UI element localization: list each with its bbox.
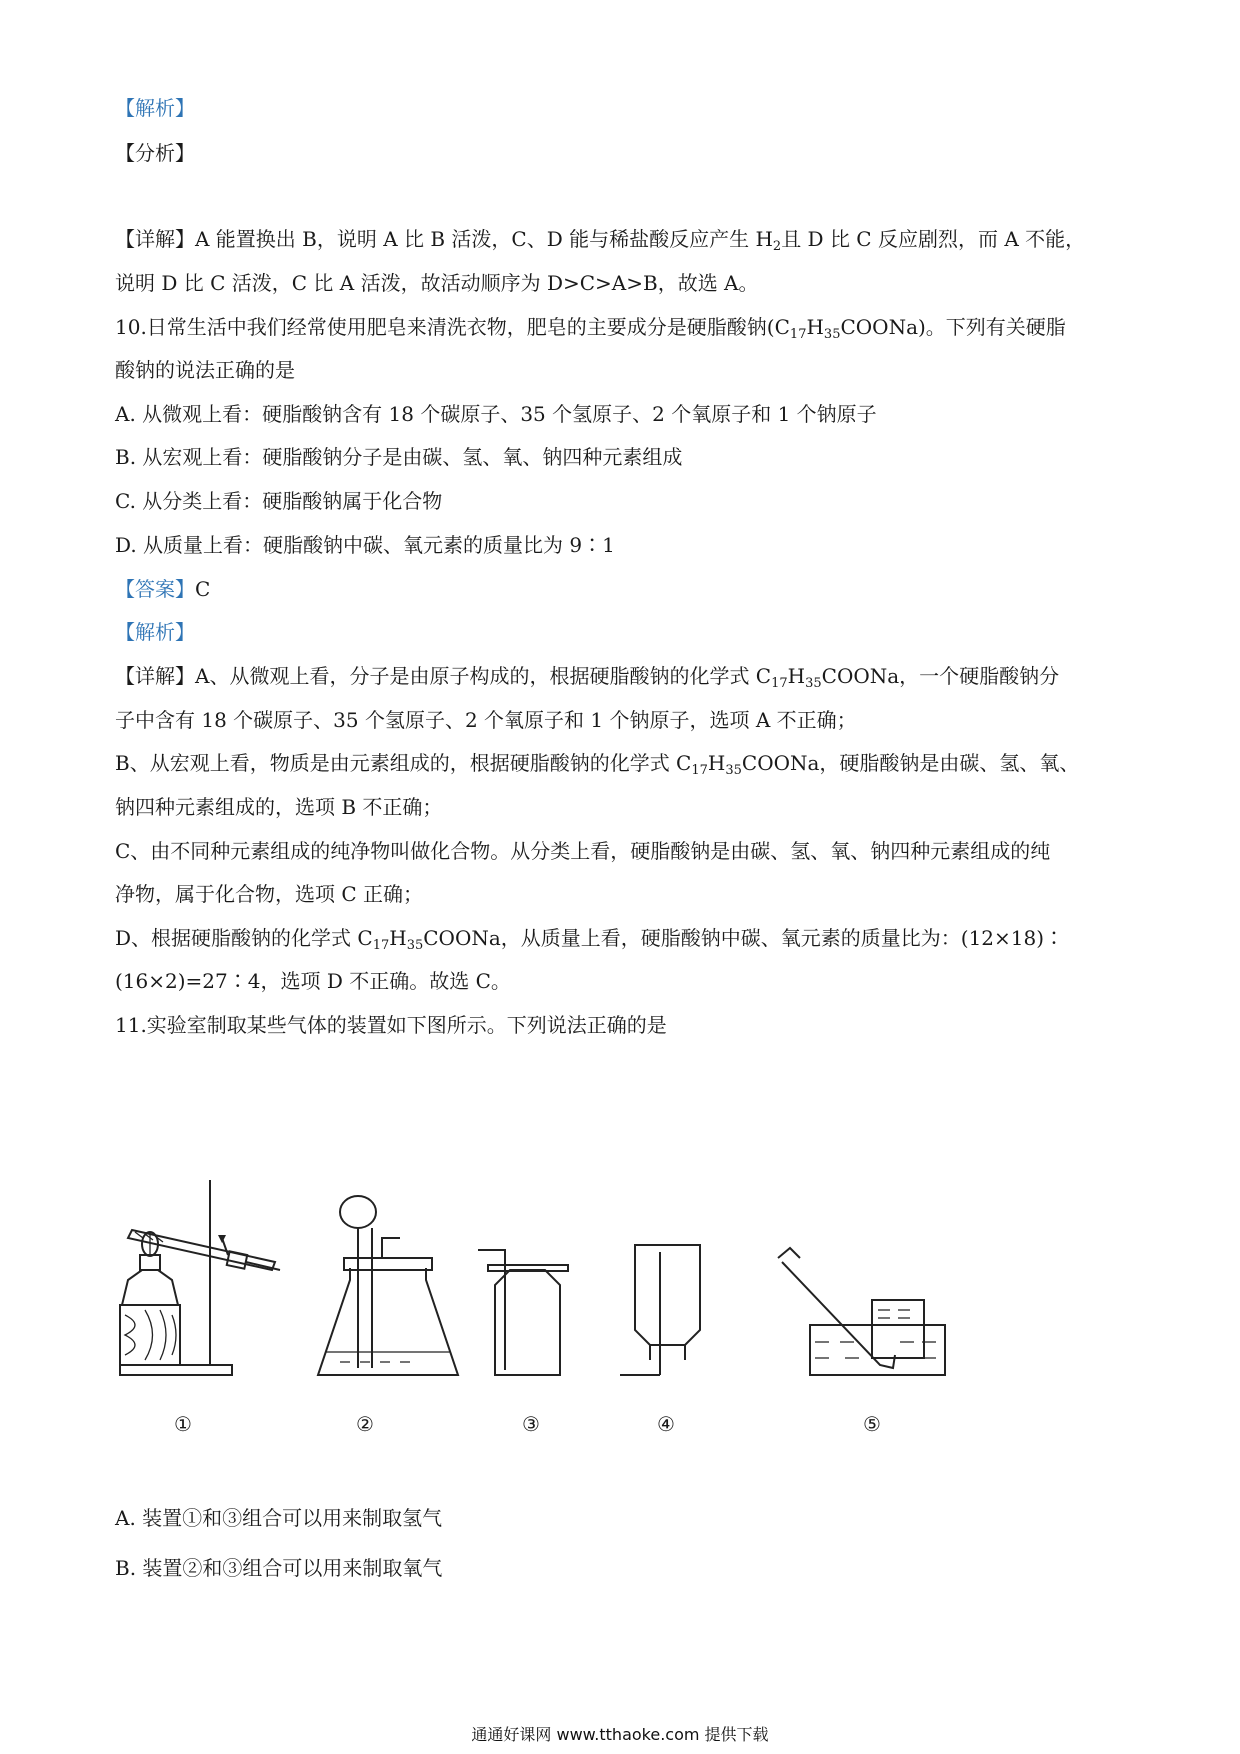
question-10-option-d: D. 从质量上看：硬脂酸钠中碳、氧元素的质量比为 9∶1 — [115, 533, 615, 557]
question-11-option-b: B. 装置②和③组合可以用来制取氧气 — [115, 1556, 443, 1580]
apparatus-label-1: ① — [174, 1412, 192, 1436]
apparatus-label-3: ③ — [522, 1412, 540, 1436]
apparatus-label-5: ⑤ — [863, 1412, 881, 1436]
apparatus-5-water-trough — [778, 1248, 945, 1375]
detail-line-1-q9: 【详解】A 能置换出 B，说明 A 比 B 活泼，C、D 能与稀盐酸反应产生 $H_2$且 D 比 C 反应剧烈，而 A 不能， — [115, 227, 1086, 254]
question-10-option-c: C. 从分类上看：硬脂酸钠属于化合物 — [115, 489, 443, 513]
detail-line-2-q10: 子中含有 18 个碳原子、35 个氢原子、2 个氧原子和 1 个钠原子，选项 A 不正确； — [115, 708, 857, 732]
analysis-tag-q10: 【解析】 — [115, 620, 195, 644]
question-10-stem-2: 酸钠的说法正确的是 — [115, 358, 295, 382]
apparatus-4-inverted-jar — [620, 1245, 700, 1375]
detail-line-5-q10: C、由不同种元素组成的纯净物叫做化合物。从分类上看，硬脂酸钠是由碳、氢、氧、钠四种元素组成的纯 — [115, 839, 1051, 863]
detail-line-2-q9: 说明 D 比 C 活泼，C 比 A 活泼，故活动顺序为 D>C>A>B，故选 A。 — [115, 271, 759, 295]
detail-line-3-q10: B、从宏观上看，物质是由元素组成的，根据硬脂酸钠的化学式 $C_{17}H_{35}COONa$，硬脂酸钠是由碳、氢、氧、 — [115, 751, 1080, 778]
apparatus-3-gas-jar — [478, 1250, 568, 1375]
analysis-tag-q9: 【解析】 — [115, 96, 195, 120]
question-11-stem: 11.实验室制取某些气体的装置如下图所示。下列说法正确的是 — [115, 1013, 667, 1037]
apparatus-2-flask-funnel — [318, 1196, 458, 1375]
question-10-option-b: B. 从宏观上看：硬脂酸钠分子是由碳、氢、氧、钠四种元素组成 — [115, 445, 683, 469]
apparatus-1-heating-setup — [120, 1180, 280, 1375]
fenxi-tag-q9: 【分析】 — [115, 141, 195, 165]
detail-line-1-q10: 【详解】A、从微观上看，分子是由原子构成的，根据硬脂酸钠的化学式 $C_{17}H_{35}COONa$，一个硬脂酸钠分 — [115, 664, 1060, 691]
page-footer: 通通好课网 www.tthaoke.com 提供下载 — [471, 1725, 769, 1744]
detail-line-8-q10: (16×2)=27∶4，选项 D 不正确。故选 C。 — [115, 969, 511, 993]
apparatus-label-2: ② — [356, 1412, 374, 1436]
answer-line-q10: 【答案】C — [115, 577, 211, 601]
detail-line-4-q10: 钠四种元素组成的，选项 B 不正确； — [115, 795, 443, 819]
detail-line-6-q10: 净物，属于化合物，选项 C 正确； — [115, 882, 424, 906]
apparatus-label-4: ④ — [657, 1412, 675, 1436]
detail-line-7-q10: D、根据硬脂酸钠的化学式 $C_{17}H_{35}COONa$，从质量上看，硬脂酸钠中碳、氧元素的质量比为：(12×18)∶ — [115, 926, 1065, 953]
question-10-stem-1: 10.日常生活中我们经常使用肥皂来清洗衣物，肥皂的主要成分是硬脂酸钠$(C_{17}H_{35}COONa)$。下列有关硬脂 — [115, 315, 1066, 342]
question-10-option-a: A. 从微观上看：硬脂酸钠含有 18 个碳原子、35 个氢原子、2 个氧原子和 1 个钠原子 — [115, 402, 877, 426]
question-11-option-a: A. 装置①和③组合可以用来制取氢气 — [115, 1506, 443, 1530]
